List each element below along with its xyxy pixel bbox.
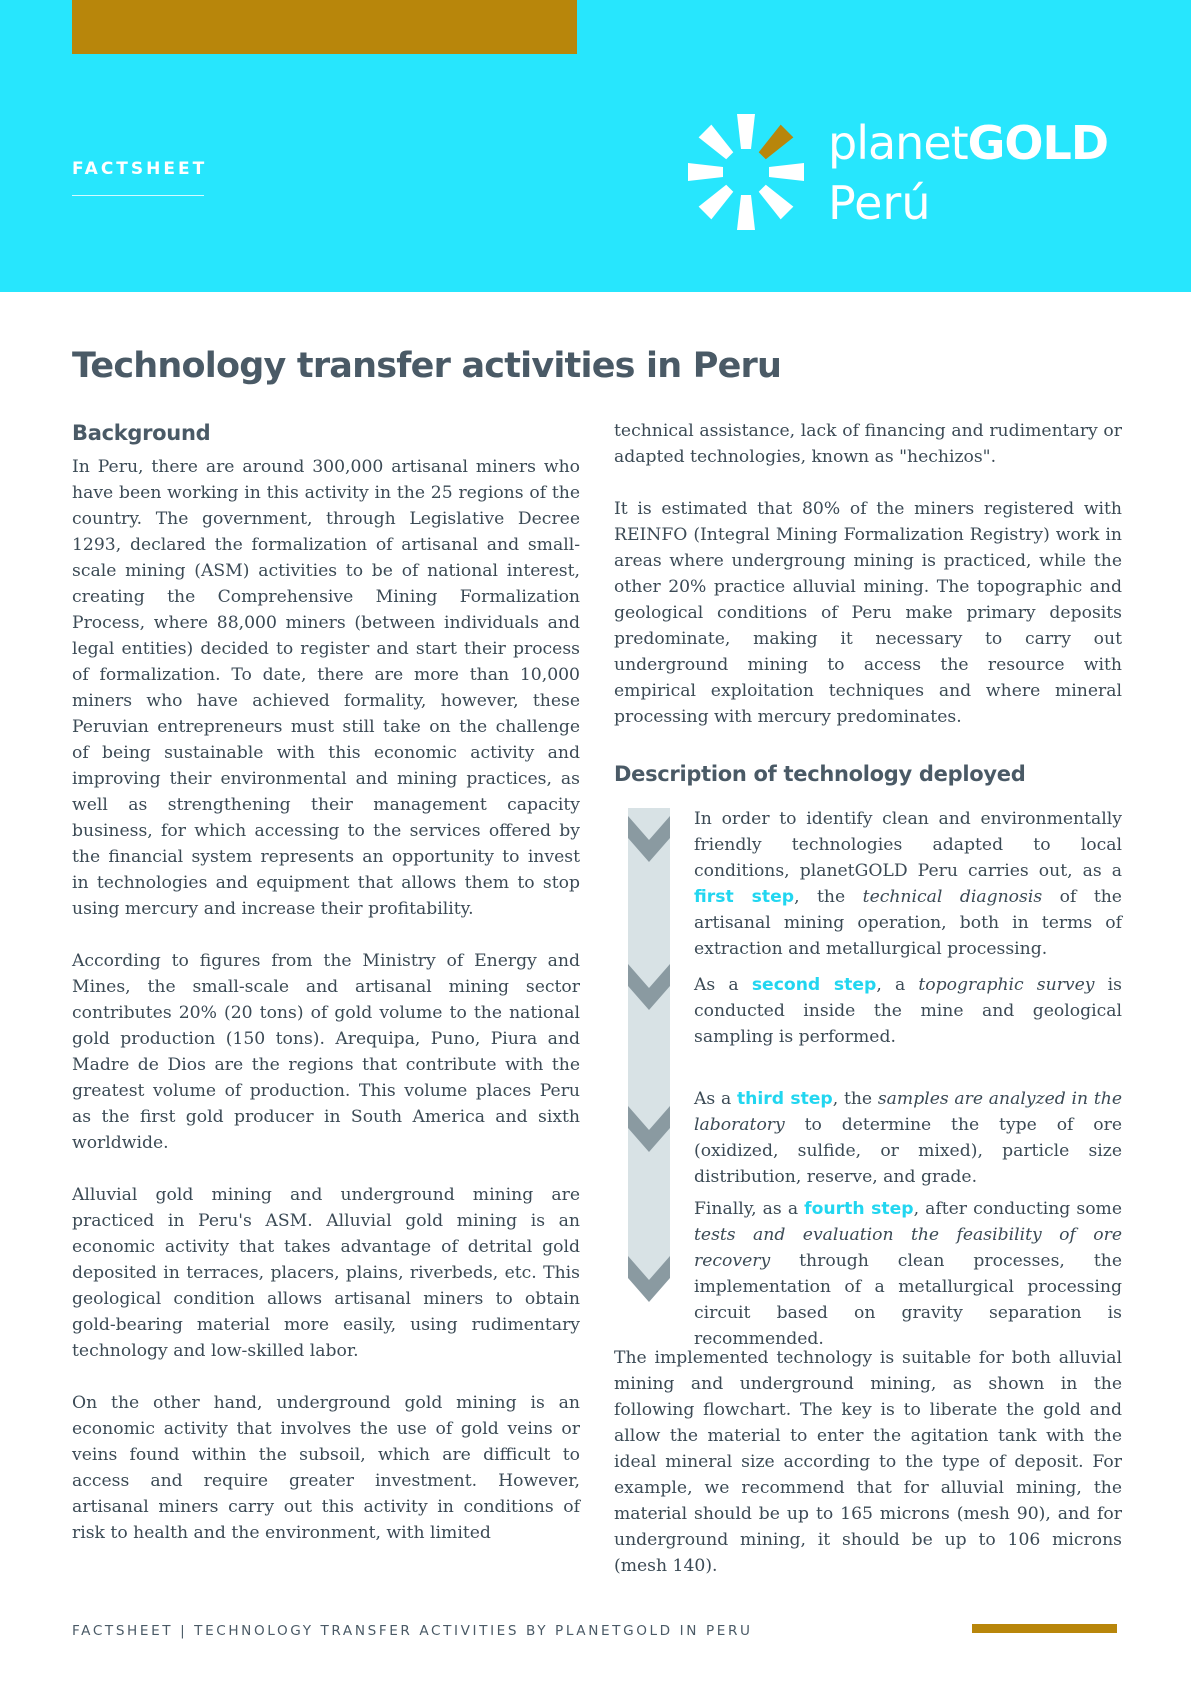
planetgold-logo-icon xyxy=(686,112,806,232)
logo-country: Perú xyxy=(828,176,931,230)
steps-arrow-graphic xyxy=(614,806,684,1332)
closing-paragraph: The implemented technology is suitable for both alluvial mining and underground mining, as shown in the following flowchart. The key is to liberate the gold and allow the material to enter the agitation tank with the ideal mineral size according to the type of deposit. For example, we recommend that for alluvial mining, the material should be up to 165 microns (mesh 90), and for underground mining, it should be up to 106 microns (mesh 140). xyxy=(614,1348,1122,1576)
header-gold-bar xyxy=(72,0,577,54)
page-title: Technology transfer activities in Peru xyxy=(72,346,782,386)
background-paragraph: In Peru, there are around 300,000 artisanal miners who have been working in this activity in the 25 regions of the country. The government, through Legislative Decree 1293, declared the formalization of artisanal and small-scale mining (ASM) activities to be of national interest, creating the Comprehensive Mining Formalization Process, where 88,000 miners (between individuals and legal entities) decided to register and start their process of formalization. To date, there are more than 10,000 miners who have achieved formality, however, these Peruvian entrepreneurs must still take on the challenge of being sustainable with this economic activity and improving their environmental and mining practices, as well as strengthening their management capacity business, for which accessing to the services offered by the financial system represents an opportunity to invest in technologies and equipment that allows them to stop using mercury and increase their profitability. xyxy=(72,457,580,919)
planetgold-peru-logo xyxy=(686,112,1109,234)
description-heading: Description of technology deployed xyxy=(614,762,1026,786)
factsheet-underline xyxy=(72,195,204,196)
footer-caption: FACTSHEET | TECHNOLOGY TRANSFER ACTIVITIES BY PLANETGOLD IN PERU xyxy=(72,1623,753,1639)
logo-wordmark: planetGOLD xyxy=(828,116,1109,170)
background-paragraph: On the other hand, underground gold mining is an economic activity that involves the use of gold veins or veins found within the subsoil, which are difficult to access and require greater investment. However, artisanal miners carry out this activity in conditions of risk to health and the environment, with limited xyxy=(72,1393,580,1543)
right-paragraph: It is estimated that 80% of the miners registered with REINFO (Integral Mining Formalization Registry) work in areas where undergroung mining is practiced, while the other 20% practice alluvial mining. The topographic and geological conditions of Peru make primary deposits predominate, making it necessary to carry out underground mining to access the resource with empirical exploitation techniques and where mineral processing with mercury predominates. xyxy=(614,499,1122,727)
technology-steps xyxy=(614,806,1123,1349)
step-fourth: Finally, as a fourth step, after conducting some tests and evaluation the feasibility of ore recovery through clean processes, the implementation of a metallurgical processing circuit based on gravity separation is recommended. xyxy=(694,1199,1123,1349)
factsheet-tag: FACTSHEET xyxy=(72,159,208,179)
left-column xyxy=(72,420,580,1572)
header-banner xyxy=(0,0,1191,292)
background-paragraph: Alluvial gold mining and underground mining are practiced in Peru's ASM. Alluvial gold mining is an economic activity that takes advantage of detrital gold deposited in terraces, placers, plains, riverbeds, etc. This geological condition allows artisanal miners to obtain gold-bearing material more easily, using rudimentary technology and low-skilled labor. xyxy=(72,1185,580,1361)
step-second: As a second step, a topographic survey is conducted inside the mine and geological sampling is performed. xyxy=(694,975,1122,1047)
right-paragraph: technical assistance, lack of financing and rudimentary or adapted technologies, known as "hechizos". xyxy=(614,421,1122,467)
step-first: In order to identify clean and environmentally friendly technologies adapted to local conditions, planetGOLD Peru carries out, as a first step, the technical diagnosis of the artisanal mining operation, both in terms of extraction and metallurgical processing. xyxy=(694,809,1122,959)
step-third: As a third step, the samples are analyzed in the laboratory to determine the type of ore (oxidized, sulfide, or mixed), particle size distribution, reserve, and grade. xyxy=(694,1089,1122,1187)
background-heading: Background xyxy=(72,421,211,445)
right-column xyxy=(614,418,1122,756)
footer-gold-bar xyxy=(972,1624,1117,1633)
background-paragraph: According to figures from the Ministry of Energy and Mines, the small-scale and artisanal mining sector contributes 20% (20 tons) of gold volume to the national gold production (150 tons). Arequipa, Puno, Piura and Madre de Dios are the regions that contribute with the greatest volume of production. This volume places Peru as the first gold producer in South America and sixth worldwide. xyxy=(72,951,580,1153)
